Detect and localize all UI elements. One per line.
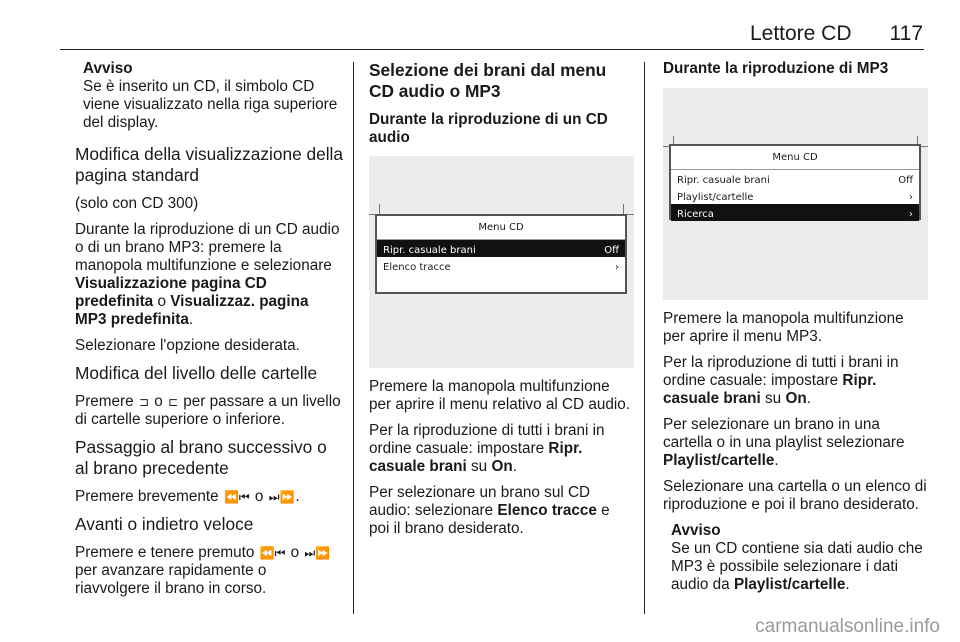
paragraph: Selezionare l'opzione desiderata. <box>75 337 300 354</box>
note-text: Se è inserito un CD, il simbolo CD viene visualizzato nella riga superiore del display. <box>83 78 338 131</box>
menu-item-search: Ricerca › <box>671 204 919 221</box>
paragraph: Per la riproduzione di tutti i brani in ordine casuale: impostare Ripr. casuale brani su On. <box>369 422 605 475</box>
menu-item-random: Ripr. casuale brani Off <box>677 175 913 186</box>
heading-track-selection: Selezione dei brani dal menu CD audio o MP3 <box>369 60 607 101</box>
fast-forward-icon: ⏭⏩ <box>304 546 331 560</box>
folder-up-icon: ⊐ <box>138 395 149 409</box>
next-track-icon: ⏭⏩ <box>268 490 295 504</box>
paragraph: Premere la manopola multifunzione per aprire il menu relativo al CD audio. <box>369 378 631 413</box>
heading-fast-forward: Avanti o indietro veloce <box>75 514 254 534</box>
watermark: carmanualsonline.info <box>755 616 940 637</box>
menu-title: Menu CD <box>377 216 625 240</box>
column-1 <box>75 60 343 606</box>
menu-title: Menu CD <box>671 146 919 170</box>
column-3 <box>663 60 928 606</box>
previous-track-icon: ⏪⏮ <box>223 490 250 504</box>
note-title: Avviso <box>83 60 133 77</box>
paragraph: Premere la manopola multifunzione per aprire il menu MP3. <box>663 310 904 345</box>
paragraph: Premere ⊐ o ⊏ per passare a un livello di cartelle superiore o inferiore. <box>75 393 341 428</box>
paragraph: Premere e tenere premuto ⏪⏮ o ⏭⏩ per avanzare rapidamente o riavvolgere il brano in corso. <box>75 544 331 597</box>
note-box <box>75 60 343 132</box>
display-screenshot-cd <box>369 156 634 368</box>
subheading-mp3: Durante la riproduzione di MP3 <box>663 60 889 77</box>
note-box <box>663 522 928 594</box>
paragraph: Per selezionare un brano sul CD audio: selezionare Elenco tracce e poi il brano desiderato. <box>369 484 610 537</box>
section-title: Lettore CD <box>749 22 852 45</box>
header-rule <box>60 49 924 50</box>
column-divider-2 <box>644 62 645 614</box>
subheading-cd-audio: Durante la riproduzione di un CD audio <box>369 111 608 146</box>
chevron-right-icon: › <box>615 262 619 273</box>
paragraph: Selezionare una cartella o un elenco di riproduzione e poi il brano desiderato. <box>663 478 927 513</box>
paragraph: (solo con CD 300) <box>75 195 199 212</box>
folder-down-icon: ⊏ <box>167 395 179 409</box>
menu-item-playlists: Playlist/cartelle › <box>671 187 919 204</box>
mp3-menu <box>669 144 921 220</box>
heading-track-skip: Passaggio al brano successivo o al brano precedente <box>75 437 327 478</box>
paragraph: Per selezionare un brano in una cartella o in una playlist selezionare Playlist/cartelle. <box>663 416 905 469</box>
chevron-right-icon: › <box>909 209 913 220</box>
menu-item-random: Ripr. casuale brani Off <box>377 240 625 257</box>
paragraph: Premere brevemente ⏪⏮ o ⏭⏩. <box>75 488 300 505</box>
page-header <box>0 22 923 46</box>
note-text: Se un CD contiene sia dati audio che MP3 è possibile selezionare i dati audio da Playlist/cartelle. <box>671 540 923 593</box>
heading-folder-level: Modifica del livello delle cartelle <box>75 363 318 383</box>
paragraph: Durante la riproduzione di un CD audio o di un brano MP3: premere la manopola multifunzione e selezionare Visualizzazione pagina CD predefinita o Visualizzaz. pagina MP3 predefinita. <box>75 221 340 328</box>
menu-item-track-list: Elenco tracce › <box>377 257 625 274</box>
display-screenshot-mp3 <box>663 88 928 300</box>
note-title: Avviso <box>671 522 721 539</box>
page-number: 117 <box>889 22 923 45</box>
paragraph: Per la riproduzione di tutti i brani in ordine casuale: impostare Ripr. casuale brani su On. <box>663 354 899 407</box>
rewind-icon: ⏪⏮ <box>259 546 286 560</box>
column-divider-1 <box>353 62 354 614</box>
chevron-right-icon: › <box>909 192 913 203</box>
cd-menu <box>375 214 627 294</box>
heading-standard-page: Modifica della visualizzazione della pagina standard <box>75 144 344 185</box>
column-2 <box>369 60 634 546</box>
